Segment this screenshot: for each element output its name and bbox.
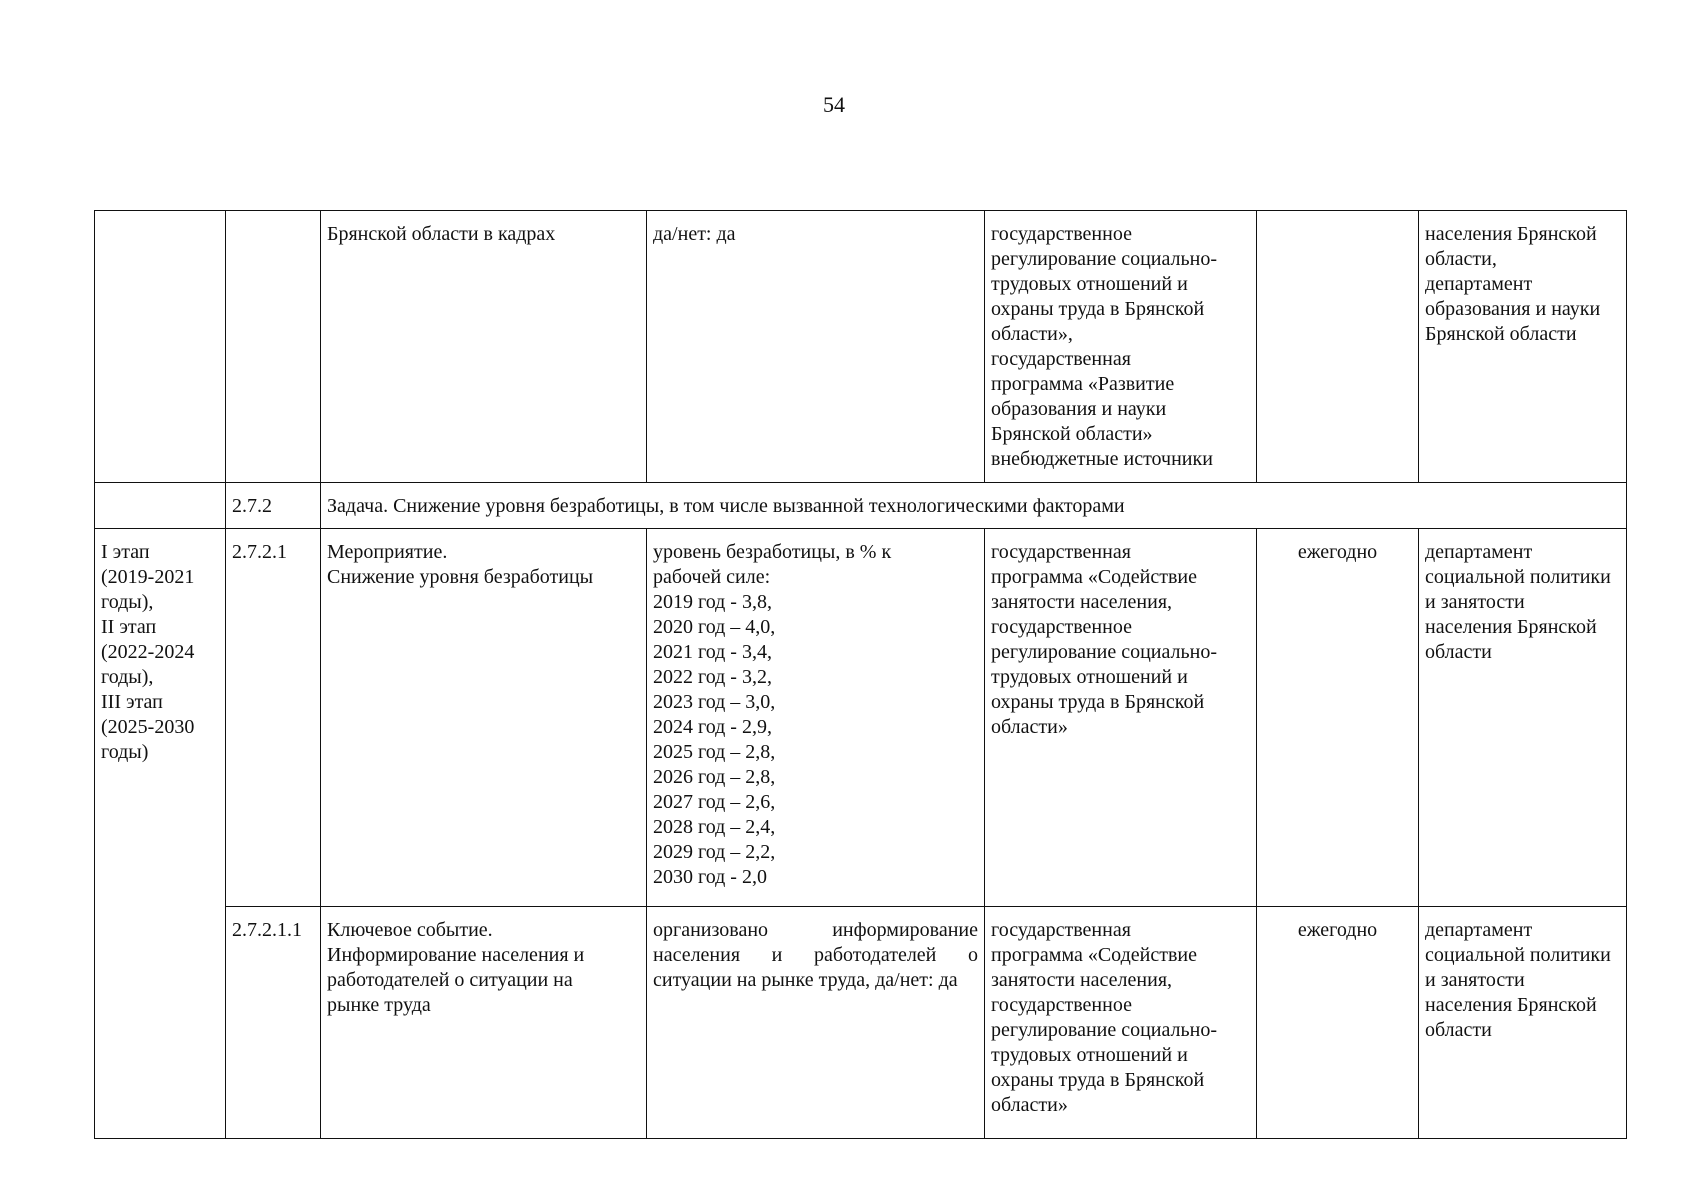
measures-table xyxy=(94,210,1627,1139)
code-cell: 2.7.2.1.1 xyxy=(226,907,321,1139)
table-row xyxy=(95,483,1627,529)
code-cell: 2.7.2 xyxy=(226,483,321,529)
responsible-cell: департамент социальной политики и занятости населения Брянской области xyxy=(1419,907,1627,1139)
source-cell: государственная программа «Содействие занятости населения, государственное регулирование социально- трудовых отношений и охраны труда в Брянской области» xyxy=(985,907,1257,1139)
period-cell xyxy=(1257,211,1419,483)
source-cell: государственная программа «Содействие занятости населения, государственное регулирование социально- трудовых отношений и охраны труда в Брянской области» xyxy=(985,529,1257,907)
indicator-cell: уровень безработицы, в % к рабочей силе: 2019 год - 3,8, 2020 год – 4,0, 2021 год - 3,4, 2022 год - 3,2, 2023 год – 3,0, 2024 год - 2,9, 2025 год – 2,8, 2026 год – 2,8, 2027 год – 2,6, 2028 год – 2,4, 2029 год – 2,2, 2030 год - 2,0 xyxy=(647,529,985,907)
responsible-cell: департамент социальной политики и занятости населения Брянской области xyxy=(1419,529,1627,907)
stage-cell xyxy=(95,211,226,483)
period-cell: ежегодно xyxy=(1257,907,1419,1139)
name-cell: Ключевое событие. Информирование населения и работодателей о ситуации на рынке труда xyxy=(321,907,647,1139)
task-cell: Задача. Снижение уровня безработицы, в том числе вызванной технологическими факторами xyxy=(321,483,1627,529)
stage-cell xyxy=(95,483,226,529)
source-cell: государственное регулирование социально- трудовых отношений и охраны труда в Брянской области», государственная программа «Развитие образования и науки Брянской области» внебюджетные источники xyxy=(985,211,1257,483)
responsible-cell: населения Брянской области, департамент образования и науки Брянской области xyxy=(1419,211,1627,483)
stage-cell: I этап (2019-2021 годы), II этап (2022-2024 годы), III этап (2025-2030 годы) xyxy=(95,529,226,1139)
name-cell: Мероприятие. Снижение уровня безработицы xyxy=(321,529,647,907)
code-cell: 2.7.2.1 xyxy=(226,529,321,907)
table-row xyxy=(95,211,1627,483)
indicator-cell: организовано информирование населения и работодателей о ситуации на рынке труда, да/нет: да xyxy=(647,907,985,1139)
name-cell: Брянской области в кадрах xyxy=(321,211,647,483)
page-number: 54 xyxy=(823,92,845,117)
code-cell xyxy=(226,211,321,483)
indicator-cell: да/нет: да xyxy=(647,211,985,483)
table-row xyxy=(95,907,1627,1139)
period-cell: ежегодно xyxy=(1257,529,1419,907)
table-row xyxy=(95,529,1627,907)
